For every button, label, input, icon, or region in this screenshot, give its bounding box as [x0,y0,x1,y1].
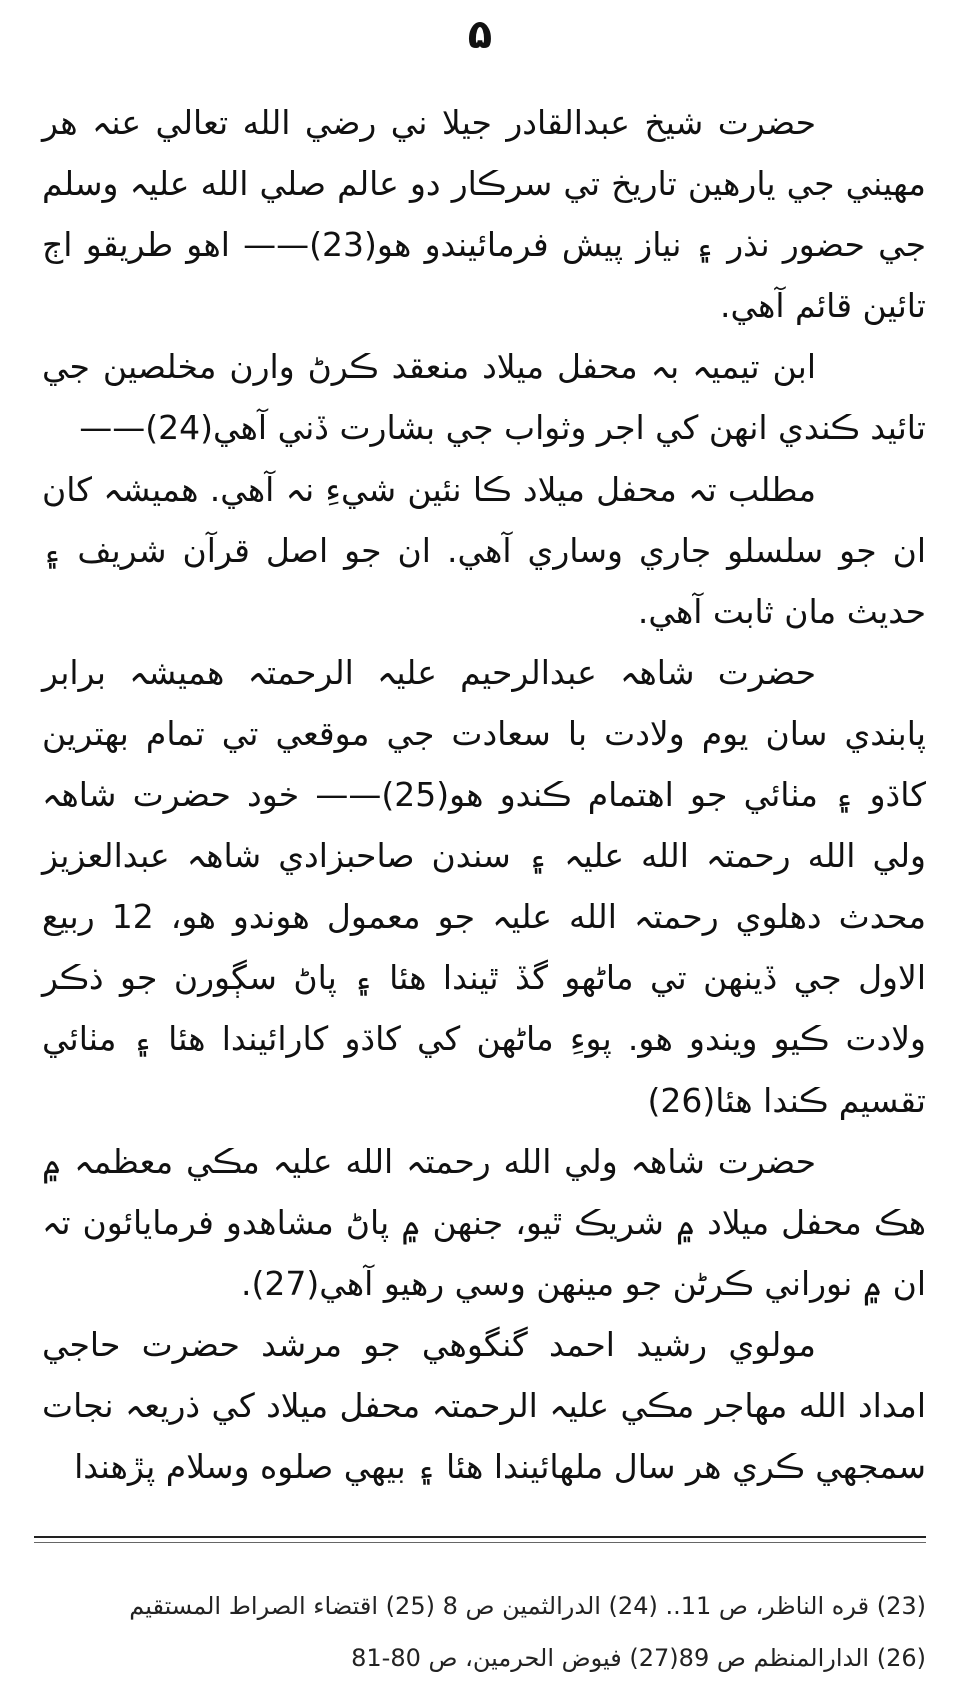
paragraph-shah-waliullah: حضرت شاهہ ولي الله رحمتہ الله عليہ مڪي معظمہ ۾ هڪ محفل ميلاد ۾ شريڪ ٿيو، جنهن ۾ پاڻ مشاهدو فرمايائون تہ ان ۾ نوراني ڪرڻن جو مينهن وسي رهيو آهي(27). [42,1141,926,1303]
footnote-line: (23) قره الناظر، ص 11.. (24) الدرالثمين ص 8 (25) اقتضاء الصراط المستقيم [129,1592,926,1620]
paragraph-meaning: مطلب تہ محفل ميلاد ڪا نئين شيءِ نہ آهي. هميشہ کان ان جو سلسلو جاري وساري آهي. ان جو اصل قرآن شريف ۽ حديث مان ثابت آهي. [42,469,926,631]
paragraph-ibn-taymiyyah: ابن تيميہ بہ محفل ميلاد منعقد ڪرڻ وارن مخلصين جي تائيد ڪندي انهن کي اجر وثواب جي بشارت ڏني آهي(24)—— [42,347,926,448]
page-number: ۵ [467,12,493,58]
footnote-divider [34,1536,926,1543]
footnote-line: (26) الدارالمنظم ص 89(27) فيوض الحرمين، ص 80-81 [351,1644,926,1672]
body-text [42,92,926,1497]
paragraph-shah-abdulrahim: حضرت شاهہ عبدالرحيم عليہ الرحمتہ هميشہ برابر پابندي سان يوم ولادت با سعادت جي موقعي تي تمام بهترين کاڌو ۽ مٺائي جو اهتمام ڪندو هو(25)—— خود حضرت شاهہ ولي الله رحمتہ الله عليہ ۽ سندن صاحبزادي شاهہ عبدالعزيز محدث دهلوي رحمتہ الله عليہ جو معمول هوندو هو، 12 ربيع الاول جي ڏينهن تي ماڻهو گڏ ٿيندا هئا ۽ پاڻ سڳورن جو ذڪر ولادت ڪيو ويندو هو. پوءِ ماڻهن کي کاڌو کارائيندا هئا ۽ مٺائي تقسيم ڪندا هئا(26) [42,652,926,1120]
footnotes [42,1580,926,1684]
paragraph-sheikh-abdulqadir: حضرت شيخ عبدالقادر جيلا ني رضي الله تعالي عنہ هر مهيني جي يارهين تاريخ تي سرڪار دو عالم صلي الله عليہ وسلم جي حضور نذر ۽ نياز پيش فرمائيندو هو(23)—— اهو طريقو اڄ تائين قائم آهي. [42,103,926,326]
paragraph-rasheed-ahmad: مولوي رشيد احمد گنگوهي جو مرشد حضرت حاجي امداد الله مهاجر مڪي عليہ الرحمتہ محفل ميلاد کي ذريعہ نجات سمجهي ڪري هر سال ملهائيندا هئا ۽ بيهي صلوه وسلام پڙهندا [42,1324,926,1487]
